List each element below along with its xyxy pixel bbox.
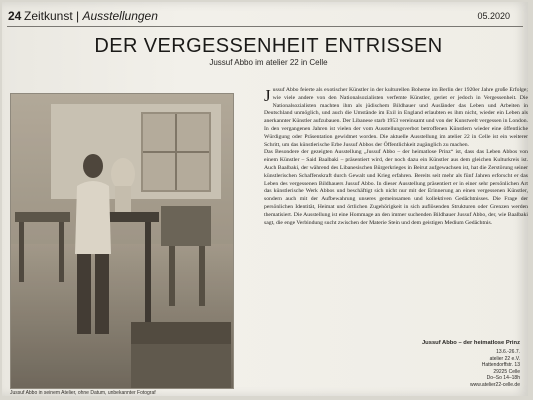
section-name: Zeitkunst: [24, 9, 73, 23]
info-dates: 13.6.-26.7.: [496, 349, 520, 355]
article-headline: DER VERGESSENHEIT ENTRISSEN: [94, 35, 443, 57]
article-body: [264, 87, 528, 335]
section-separator: |: [76, 9, 80, 23]
photo-caption: Jussuf Abbo in seinem Atelier, ohne Datum, unbekannter Fotograf: [10, 390, 156, 396]
info-website: www.atelier22-celle.de: [469, 381, 520, 388]
drop-cap: J: [264, 87, 271, 105]
paragraph-2: Das Besondere der gezeigten Ausstellung „Jussuf Abbo – der heimatlose Prinz“ ist, dass das Leben Abbos von einem Künstler – Said Baalbaki – präsentiert wird, der noch dazu ein Künstler aus dem gleichen Kulturkreis ist. Auch Baalbaki, der während des Libanesischen Bürgerkrieges in Beirut aufgewachsen ist, hat die Zerstörung seiner künstlerischen Schaffenskraft durch Gewalt und Krieg erfahren. Bereits seit mehr als fünf Jahren erforscht er das Leben des vergessenen Bildhauers Jussuf Abbo. In dieser Ausstellung präsentiert er in einer sehr persönlichen Art das künstlerische Werk Abbos und beschäftigt sich nicht nur mit der Erinnerung an einen vergessenen Künstler, sondern auch mit der Aufbewahrung unseres gemeinsamen und kollektiven Gedächtnisses. Die Frage der persönlichen Identität, Heimat und örtlichen Zugehörigkeit in sich auflösenden Strukturen oder Grenzen werden thematisiert. Die Ausstellung ist eine Hommage an den immer suchenden Bildhauer Jussuf Abbo, der, wie Baalbaki sagt, die enge Verbindung sucht zwischen der Materie Stein und dem geistigen Medium Gedächtnis.: [264, 149, 528, 226]
paragraph: [264, 87, 528, 149]
info-city: 29225 Celle: [493, 368, 520, 375]
paragraph-1: ussuf Abbo feierte als exotischer Künstler in der kulturellen Boheme im Berlin der 1920er Jahre große Erfolge; wie viele andere von den Nationalsozialisten verfemte Künstler, geriet er jedoch in Vergessenheit. Die Nationalsozialisten machten ihm als jüdischem Bildhauer und Ausländer das Leben und Arbeiten in Deutschland unmöglich, und auch die Umstände im Exil in England erlaubten es ihm nicht, wieder ein Leben als anerkannter Künstler aufzubauen. Der Libanese starb 1953 vereinsamt und von der Kunstwelt vergessen in London. In den vergangenen Jahren ist vielen der vom Ausstellungsverbot betroffenen Künstlern wieder eine öffentliche Würdigung oder Präsentation gewidmet worden. Die aktuelle Ausstellung im atelier 22 in Celle ist ein weiterer Schritt, um das künstlerische Erbe Jussuf Abbos der Öffentlichkeit zugänglich zu machen.: [264, 87, 528, 148]
info-venue: atelier 22 e.V.: [489, 355, 520, 362]
issue-date: 05.2020: [477, 11, 510, 21]
artist-photo: [10, 93, 234, 389]
article-subhead: Jussuf Abbo im atelier 22 in Celle: [209, 58, 328, 67]
header-rule: [7, 26, 523, 27]
info-hours: Do–So 14–18h: [486, 375, 520, 382]
section-heading: [24, 9, 158, 23]
subsection-name: Ausstellungen: [82, 9, 158, 23]
magazine-page: [2, 2, 528, 396]
page-number: 24: [8, 9, 22, 23]
info-title: Jussuf Abbo – der heimatlose Prinz: [421, 340, 520, 346]
info-street: Hattendorffstr. 13: [481, 362, 520, 369]
exhibition-info-box: [390, 340, 520, 389]
